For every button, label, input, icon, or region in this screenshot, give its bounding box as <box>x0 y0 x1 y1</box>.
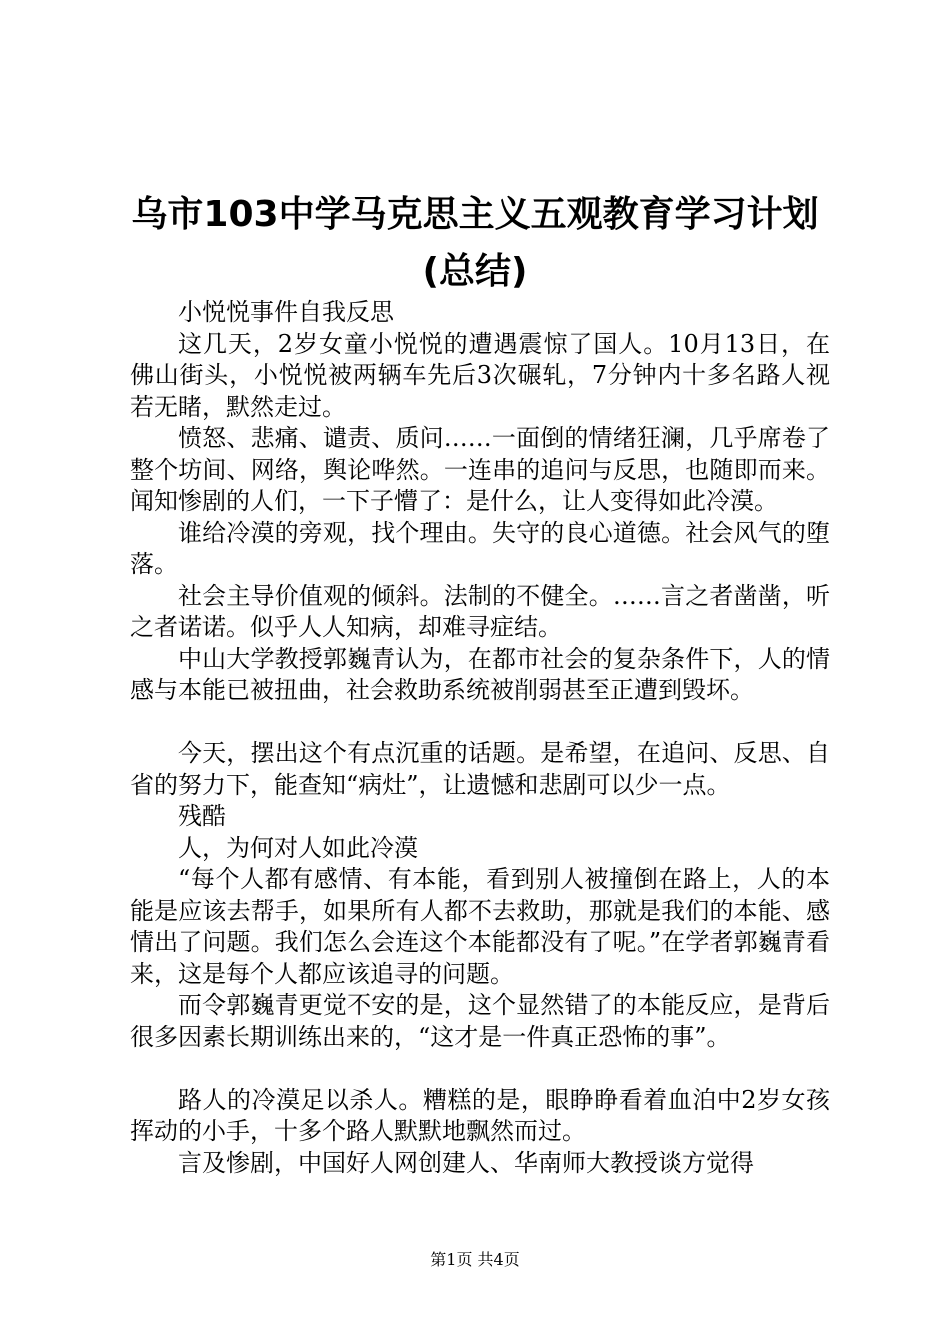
paragraph: 今天，摆出这个有点沉重的话题。是希望，在追问、反思、自省的努力下，能查知“病灶”，让遗憾和悲剧可以少一点。 <box>130 739 830 799</box>
paragraph: 谁给冷漠的旁观，找个理由。失守的良心道德。社会风气的堕落。 <box>130 518 830 578</box>
paragraph: 这几天，2岁女童小悦悦的遭遇震惊了国人。10月13日，在佛山街头，小悦悦被两辆车先后3次碾轧，7分钟内十多名路人视若无睹，默然走过。 <box>130 329 830 421</box>
document-title: 乌市103中学马克思主义五观教育学习计划 <box>131 194 819 235</box>
paragraph: 人，为何对人如此冷漠 <box>178 833 418 862</box>
paragraph: 残酷 <box>178 802 226 830</box>
paragraph: 社会主导价值观的倾斜。法制的不健全。……言之者凿凿，听之者诺诺。似乎人人知病，却难寻症结。 <box>130 581 830 641</box>
paragraph: 言及惨剧，中国好人网创建人、华南师大教授谈方觉得 <box>178 1148 754 1177</box>
document-body <box>130 297 830 1179</box>
paragraph: 愤怒、悲痛、谴责、质问……一面倒的情绪狂澜，几乎席卷了整个坊间、网络，舆论哗然。一连串的追问与反思，也随即而来。闻知惨剧的人们，一下子懵了：是什么，让人变得如此冷漠。 <box>130 424 830 515</box>
document-subtitle: (总结) <box>422 251 528 292</box>
paragraph: “每个人都有感情、有本能，看到别人被撞倒在路上，人的本能是应该去帮手，如果所有人都不去救助，那就是我们的本能、感情出了问题。我们怎么会连这个本能都没有了呢。”在学者郭巍青看来，这是每个人都应该追寻的问题。 <box>130 865 830 988</box>
page-number-footer: 第1页 共4页 <box>430 1250 520 1269</box>
paragraph: 中山大学教授郭巍青认为，在都市社会的复杂条件下，人的情感与本能已被扭曲，社会救助系统被削弱甚至正遭到毁坏。 <box>130 644 830 704</box>
paragraph: 小悦悦事件自我反思 <box>178 298 394 326</box>
paragraph: 而令郭巍青更觉不安的是，这个显然错了的本能反应，是背后很多因素长期训练出来的，“这才是一件真正恐怖的事”。 <box>130 991 830 1051</box>
paragraph: 路人的冷漠足以杀人。糟糕的是，眼睁睁看着血泊中2岁女孩挥动的小手，十多个路人默默地飘然而过。 <box>130 1085 830 1145</box>
